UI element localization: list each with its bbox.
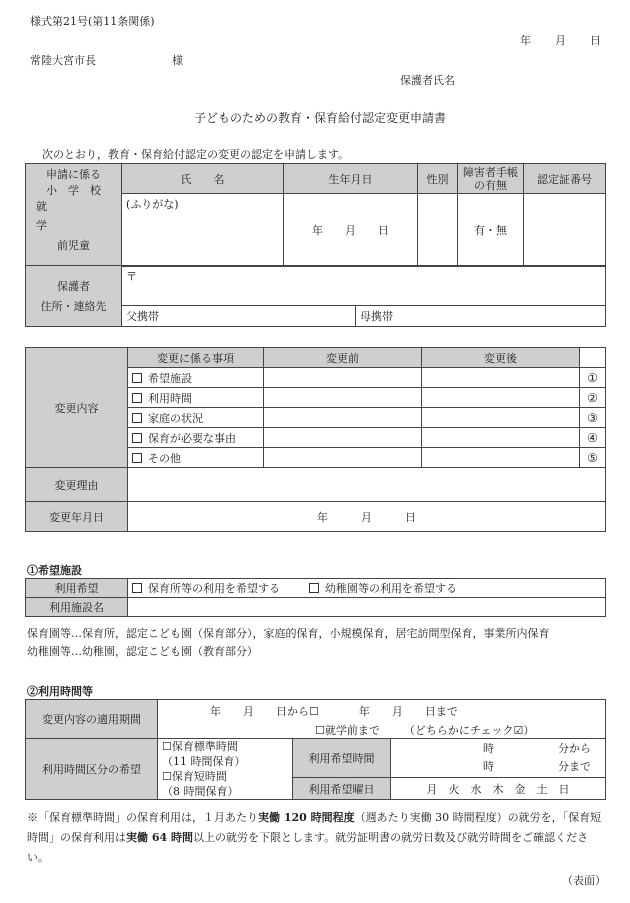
- reason-field[interactable]: [128, 468, 606, 502]
- change-item-checkbox[interactable]: 家庭の状況: [128, 408, 264, 428]
- item-number: ②: [580, 388, 606, 408]
- item-number: ⑤: [580, 448, 606, 468]
- change-label: 変更内容: [26, 348, 128, 468]
- mother-phone-field[interactable]: 母携帯: [356, 306, 606, 327]
- facility-name-label: 利用施設名: [26, 598, 128, 617]
- guardian-name-label: 保護者氏名: [400, 74, 455, 87]
- hope-time-field[interactable]: 時 分から 時 分まで: [391, 739, 606, 778]
- handbook-field[interactable]: 有・無: [458, 194, 524, 267]
- before-field[interactable]: [264, 428, 422, 448]
- cert-number-field[interactable]: [524, 194, 606, 267]
- header-dob: 生年月日: [284, 164, 418, 194]
- child-row-label: 申請に係る 小 学 校 就 学 前児童: [26, 164, 122, 267]
- before-field[interactable]: [264, 368, 422, 388]
- father-phone-field[interactable]: 父携帯: [122, 306, 356, 327]
- change-date-label: 変更年月日: [26, 502, 128, 532]
- checkbox-icon[interactable]: [132, 433, 142, 443]
- note-kindergarten: 幼稚園等…幼稚園，認定こども園（教育部分）: [27, 645, 258, 658]
- date-month: 月: [555, 34, 566, 47]
- guardian-table: [25, 265, 606, 327]
- header-name: 氏 名: [122, 164, 284, 194]
- date-year: 年: [520, 34, 531, 47]
- nursery-checkbox[interactable]: [132, 583, 142, 593]
- item-number: ③: [580, 408, 606, 428]
- child-dob-field[interactable]: 年 月 日: [284, 194, 418, 267]
- change-item-checkbox[interactable]: 利用時間: [128, 388, 264, 408]
- after-field[interactable]: [422, 368, 580, 388]
- change-table: [25, 347, 606, 532]
- before-field[interactable]: [264, 408, 422, 428]
- checkbox-icon[interactable]: [132, 413, 142, 423]
- form-number: 様式第21号(第11条関係): [30, 15, 155, 28]
- header-before: 変更前: [264, 348, 422, 368]
- checkbox-icon[interactable]: [132, 373, 142, 383]
- header-handbook: 障害者手帳の有無: [458, 164, 524, 194]
- intro-text: 次のとおり，教育・保育給付認定の変更の認定を申請します。: [42, 148, 350, 161]
- before-field[interactable]: [264, 448, 422, 468]
- note-nursery: 保育園等…保育所，認定こども園（保育部分），家庭的保育，小規模保育，居宅訪問型保育，事業所内保育: [27, 627, 550, 640]
- kindergarten-checkbox[interactable]: [309, 583, 319, 593]
- standard-time-checkbox[interactable]: ☐保育標準時間: [162, 740, 238, 753]
- time-table: [25, 699, 606, 800]
- section2-heading: ②利用時間等: [27, 685, 93, 698]
- item-number: ①: [580, 368, 606, 388]
- hope-time-label: 利用希望時間: [293, 739, 391, 778]
- postal-mark: 〒: [126, 270, 137, 283]
- addressee: 常陸大宮市長: [30, 54, 96, 67]
- after-field[interactable]: [422, 388, 580, 408]
- period-field[interactable]: 年 月 日から☐ 年 月 日まで ☐就学前まで （どちらかにチェック☑）: [158, 700, 606, 739]
- category-label: 利用時間区分の希望: [26, 739, 158, 800]
- header-blank: [580, 348, 606, 368]
- guardian-label: 保護者 住所・連絡先: [26, 266, 122, 327]
- header-change-item: 変更に係る事項: [128, 348, 264, 368]
- guardian-address-field[interactable]: [122, 266, 606, 306]
- furigana-label: (ふりがな): [126, 198, 179, 211]
- child-sex-field[interactable]: [418, 194, 458, 267]
- honorific: 様: [172, 54, 183, 67]
- facility-name-field[interactable]: [128, 598, 606, 617]
- item-number: ④: [580, 428, 606, 448]
- checkbox-icon[interactable]: [132, 393, 142, 403]
- period-label: 変更内容の適用期間: [26, 700, 158, 739]
- until-school-checkbox[interactable]: ☐就学前まで: [315, 724, 380, 737]
- date-day: 日: [590, 34, 601, 47]
- use-hope-options: 保育所等の利用を希望する 幼稚園等の利用を希望する: [128, 579, 606, 598]
- header-cert-number: 認定証番号: [524, 164, 606, 194]
- change-date-field[interactable]: 年 月 日: [128, 502, 606, 532]
- header-sex: 性別: [418, 164, 458, 194]
- child-name-field[interactable]: [122, 194, 284, 267]
- before-field[interactable]: [264, 388, 422, 408]
- after-field[interactable]: [422, 428, 580, 448]
- hope-day-field[interactable]: 月 火 水 木 金 土 日: [391, 778, 606, 800]
- footnote: ※「保育標準時間」の保育利用は，１月あたり実働 120 時間程度（週あたり実働 30 時間程度）の就労を，「保育短時間」の保育利用は実働 64 時間以上の就労を下限とします。就労証明書の就労日数及び就労時間をご確認ください。: [27, 811, 602, 864]
- change-item-checkbox[interactable]: 希望施設: [128, 368, 264, 388]
- change-item-checkbox[interactable]: 保育が必要な事由: [128, 428, 264, 448]
- short-time-checkbox[interactable]: ☐保育短時間: [162, 770, 227, 783]
- child-table: [25, 163, 606, 267]
- change-item-checkbox[interactable]: その他: [128, 448, 264, 468]
- after-field[interactable]: [422, 408, 580, 428]
- page-side-label: （表面）: [562, 874, 606, 887]
- category-options[interactable]: ☐保育標準時間 （11 時間保育） ☐保育短時間 （8 時間保育）: [158, 739, 293, 800]
- use-hope-label: 利用希望: [26, 579, 128, 598]
- checkbox-icon[interactable]: [132, 453, 142, 463]
- page-title: 子どものための教育・保育給付認定変更申請書: [194, 111, 447, 125]
- after-field[interactable]: [422, 448, 580, 468]
- facility-table: [25, 578, 606, 617]
- hope-day-label: 利用希望曜日: [293, 778, 391, 800]
- reason-label: 変更理由: [26, 468, 128, 502]
- section1-heading: ①希望施設: [27, 564, 82, 577]
- header-after: 変更後: [422, 348, 580, 368]
